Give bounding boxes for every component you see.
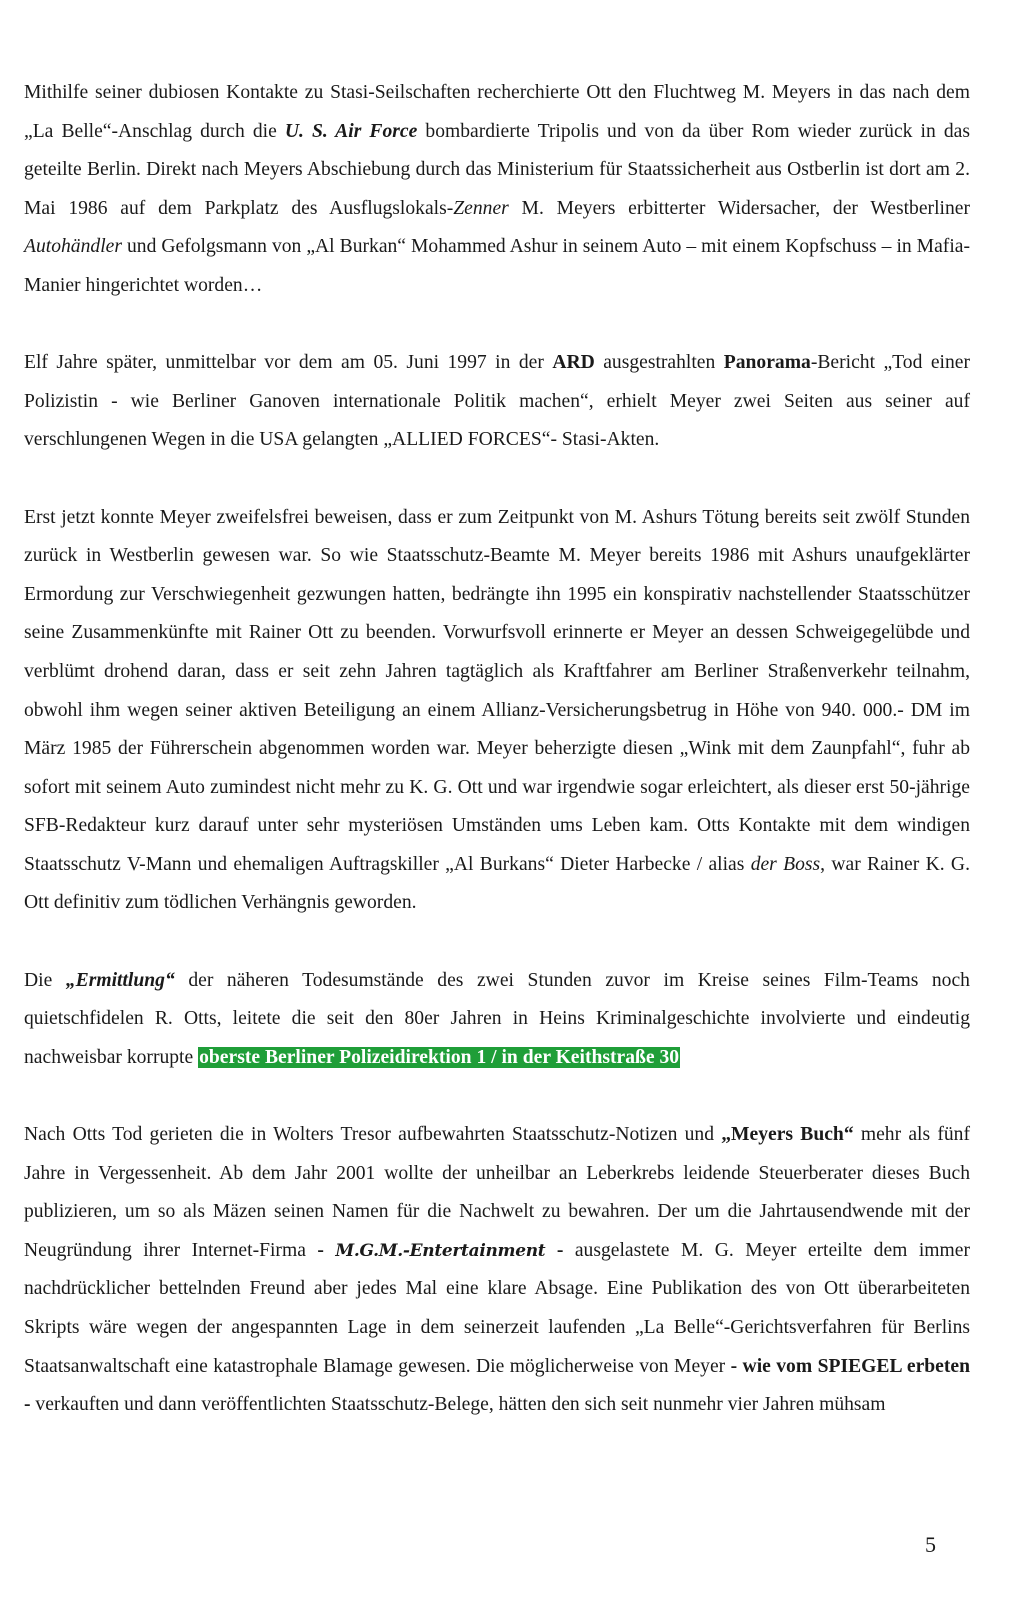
text-run: Mithilfe seiner dubiosen Kontakte zu Stasi-Seilschaften recherchierte Ott den Fluchtweg M. Meyers in das nach dem „La Belle“-Anschlag durch die <box>24 82 970 142</box>
text-run: M.G.M.-Entertainment <box>335 1240 546 1261</box>
document-body <box>24 74 970 1425</box>
page-number: 5 <box>925 1532 936 1557</box>
text-run: - wie vom SPIEGEL erbeten - <box>24 1355 970 1416</box>
text-run: ausgelastete M. G. Meyer erteilte dem immer nachdrücklicher bettelnden Freund aber jedes Mal eine klare Absage. Eine Publikation des von Ott überarbeiteten Skripts wäre wegen der angespannten Lage in dem seinerzeit laufenden „La Belle“-Gerichtsverfahren für Berlins Staatsanwaltschaft eine katastrophale Blamage gewesen. Die möglicherweise von Meyer <box>24 1239 971 1377</box>
text-run: Erst jetzt konnte Meyer zweifelsfrei beweisen, dass er zum Zeitpunkt von M. Ashurs Tötung bereits seit zwölf Stunden zurück in Westberlin gewesen war. So wie Staatsschutz-Beamte M. Meyer bereits 1986 mit Ashurs unaufgeklärter Ermordung zur Verschwiegenheit gezwungen hatten, bedrängte ihn 1995 ein konspirativ nachstellender Staatsschützer seine Zusammenkünfte mit Rainer Ott zu beenden. Vorwurfsvoll erinnerte er Meyer an dessen Schweigegelübde und verblümt drohend daran, dass er seit zehn Jahren tagtäglich als Kraftfahrer am Berliner Straßenverkehr teilnahm, obwohl ihm wegen seiner aktiven Beteiligung an einem Allianz-Versicherungsbetrug in Höhe von 940. 000.- DM im März 1985 der Führerschein abgenommen worden war. Meyer beherzigte diesen „Wink mit dem Zaunpfahl“, fuhr ab sofort mit seinem Auto zumindest nicht mehr zu K. G. Ott und war irgendwie sogar erleichtert, als dieser erst 50-jährige SFB-Redakteur kurz darauf unter sehr mysteriösen Umständen ums Leben kam. Otts Kontakte mit dem windigen Staatsschutz V-Mann und ehemaligen Auftragskiller „Al Burkans“ Dieter Harbecke / alias <box>24 506 970 875</box>
text-run: Autohändler <box>24 236 122 258</box>
text-run: Panorama <box>723 352 811 374</box>
text-run <box>324 1240 335 1261</box>
text-run: M. Meyers erbitterter Widersacher, der Westberliner <box>508 197 970 219</box>
text-run: bombardierte Tripolis und von da über Rom wieder zurück in das geteilte Berlin. Direkt nach Meyers Abschiebung durch das Ministerium für Staatssicherheit aus Ostberlin ist dort am 2. Mai 1986 auf dem Parkplatz des Ausflugslokals- <box>24 120 970 219</box>
highlighted-text: oberste Berliner Polizeidirektion 1 / in der Keithstraße 30 <box>199 1046 680 1068</box>
paragraph-1 <box>24 74 970 306</box>
text-run <box>545 1240 556 1261</box>
paragraph-3 <box>24 499 970 924</box>
text-run: - <box>556 1239 564 1261</box>
text-run: Die <box>24 969 66 991</box>
text-run: U. S. Air Force <box>284 120 418 142</box>
text-run: verkauften und dann veröffentlichten Staatsschutz-Belege, hätten den sich seit nunmehr vier Jahren mühsam <box>30 1394 886 1416</box>
text-run: „Ermittlung“ <box>65 969 175 991</box>
text-run: ARD <box>552 352 595 374</box>
text-run: mehr als fünf Jahre in Vergessenheit. Ab dem Jahr 2001 wollte der unheilbar an Leberkrebs leidende Steuerberater dieses Buch publizieren, um so als Mäzen seinen Namen für die Nachwelt zu bewahren. Der um die Jahrtausendwende mit der Neugründung ihrer Internet-Firma <box>24 1124 970 1261</box>
text-run: und Gefolgsmann von „Al Burkan“ Mohammed Ashur in seinem Auto – mit einem Kopfschuss – in Mafia-Manier hingerichtet worden… <box>24 236 970 296</box>
text-run: der Boss <box>750 853 821 875</box>
text-run: ausgestrahlten <box>594 352 724 374</box>
text-run: -Bericht „Tod einer Polizistin - wie Berliner Ganoven internationale Politik machen“, erhielt Meyer zwei Seiten aus seiner auf verschlungenen Wegen in die USA gelangten „ALLIED FORCES“- Stasi-Akten. <box>24 352 970 451</box>
text-run: , war Rainer K. G. Ott definitiv zum tödlichen Verhängnis geworden. <box>24 853 970 914</box>
text-run: Zenner <box>453 197 509 219</box>
paragraph-5 <box>24 1116 970 1425</box>
text-run: der näheren Todesumstände des zwei Stunden zuvor im Kreise seines Film-Teams noch quietschfidelen R. Otts, leitete die seit den 80er Jahren in Heins Kriminalgeschichte involvierte und eindeutig nachweisbar korrupte <box>24 969 970 1068</box>
text-run: „Meyers Buch“ <box>721 1124 854 1146</box>
text-run: Nach Otts Tod gerieten die in Wolters Tresor aufbewahrten Staatsschutz-Notizen und <box>24 1124 722 1146</box>
text-run: - <box>317 1239 324 1261</box>
text-run: Elf Jahre später, unmittelbar vor dem am 05. Juni 1997 in der <box>24 352 553 374</box>
paragraph-2 <box>24 344 970 460</box>
paragraph-4 <box>24 962 970 1078</box>
